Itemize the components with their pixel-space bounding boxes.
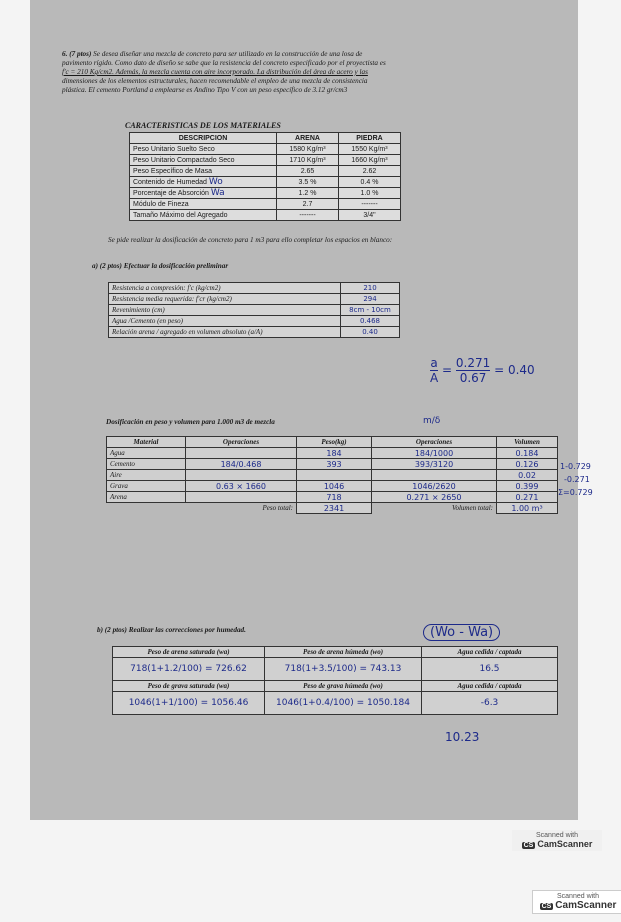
vol-cell: 0.126	[497, 459, 558, 470]
table-row	[107, 459, 558, 470]
table-row	[113, 692, 558, 715]
table-header-row	[107, 437, 558, 448]
row-label: Resistencia a compresión: f'c (kg/cm2)	[109, 283, 341, 294]
ratio-result: = 0.40	[494, 363, 535, 377]
a-over-A	[430, 356, 438, 385]
arena-cell: 2.65	[277, 166, 339, 177]
header-cell: Material	[107, 437, 186, 448]
arena-cell: 1710 Kg/m³	[277, 155, 339, 166]
part-a-table	[108, 282, 400, 338]
problem-number: 6.	[62, 50, 68, 58]
op1-cell: 0.63 × 1660	[186, 481, 297, 492]
stamp-brand-row	[514, 839, 600, 849]
vol-cell: 0.271	[497, 492, 558, 503]
desc-cell: Peso Unitario Compactado Seco	[130, 155, 277, 166]
part-a-label: a) (2 ptos) Efectuar la dosificación preliminar	[92, 262, 229, 270]
op2-cell: 1046/2620	[372, 481, 497, 492]
piedra-cell: 2.62	[339, 166, 401, 177]
material-cell: Arena	[107, 492, 186, 503]
material-cell: Agua	[107, 448, 186, 459]
ratio-a: a	[430, 356, 438, 370]
vol-total-label: Volumen total:	[451, 503, 493, 512]
table-row	[107, 492, 558, 503]
material-cell: Aire	[107, 470, 186, 481]
camscanner-stamp-outer	[532, 890, 621, 914]
peso-cell: 184	[297, 448, 372, 459]
table-row	[130, 166, 401, 177]
material-cell: Cemento	[107, 459, 186, 470]
m-over-delta-note: m/δ	[423, 416, 441, 426]
row-label: Revenimiento (cm)	[109, 305, 341, 316]
vol-cell: 0.184	[497, 448, 558, 459]
header-cell: PIEDRA	[339, 133, 401, 144]
header-cell: Volumen	[497, 437, 558, 448]
correction-table	[112, 646, 558, 715]
desc-cell	[130, 177, 277, 188]
peso-cell: 393	[297, 459, 372, 470]
ratio-note: $\frac{a}{A}$ = $\frac{0.271}{0.67}$ = 0.40	[430, 356, 535, 385]
wa-symbol: Wa	[210, 187, 225, 198]
table-row	[109, 327, 400, 338]
table-row	[130, 155, 401, 166]
peso-cell: 718	[297, 492, 372, 503]
row-value: 210	[341, 283, 400, 294]
row-label: Agua /Cemento (en peso)	[109, 316, 341, 327]
wo-minus-wa-note: (Wo - Wa)	[423, 624, 500, 641]
ratio-values	[456, 356, 490, 385]
header-cell: ARENA	[277, 133, 339, 144]
statement-line: Se desea diseñar una mezcla de concreto para ser utilizado en la construcción de una losa de	[93, 50, 363, 58]
op2-cell: 184/1000	[372, 448, 497, 459]
header-cell: Peso de arena saturada (wa)	[113, 647, 265, 658]
material-cell: Grava	[107, 481, 186, 492]
desc-cell: Tamaño Máximo del Agregado	[130, 210, 277, 221]
dosificacion-table	[106, 436, 558, 514]
grava-humeda-value: 1046(1+0.4/100) = 1050.184	[265, 692, 422, 715]
table-row	[130, 144, 401, 155]
water-total-note: 10.23	[445, 730, 480, 744]
arena-cell: 1.2 %	[277, 188, 339, 199]
camscanner-stamp-inner	[512, 830, 602, 851]
op1-cell	[186, 448, 297, 459]
side-note: 1-0.729	[560, 462, 591, 471]
materials-table	[129, 132, 401, 221]
arena-cell: 1580 Kg/m³	[277, 144, 339, 155]
arena-saturada-value: 718(1+1.2/100) = 726.62	[113, 658, 265, 681]
piedra-cell: 1550 Kg/m³	[339, 144, 401, 155]
row-value: 294	[341, 294, 400, 305]
table-row	[130, 210, 401, 221]
header-cell: Peso(kg)	[297, 437, 372, 448]
statement-line: dimensiones de los elementos estructurales, hacen recomendable el empleo de una mezcla de consistencia	[62, 77, 368, 85]
stamp-line: Scanned with	[556, 893, 600, 900]
table-row	[130, 188, 401, 199]
header-cell: Peso de arena húmeda (wo)	[265, 647, 422, 658]
piedra-cell: -------	[339, 199, 401, 210]
stamp-brand-row	[535, 900, 621, 911]
vol-cell: 0.02	[497, 470, 558, 481]
op1-cell	[186, 470, 297, 481]
stamp-brand: CamScanner	[555, 900, 617, 911]
camscanner-logo-icon: CS	[523, 842, 534, 849]
arena-humeda-value: 718(1+3.5/100) = 743.13	[265, 658, 422, 681]
part-b-label: b) (2 ptos) Realizar las correcciones por humedad.	[97, 626, 246, 634]
table-row	[109, 305, 400, 316]
stamp-line: Scanned with	[535, 832, 579, 839]
op2-cell: 393/3120	[372, 459, 497, 470]
table-row	[130, 199, 401, 210]
ratio-den: 0.67	[459, 371, 487, 385]
stamp-brand: CamScanner	[537, 839, 593, 849]
row-value: 8cm - 10cm	[341, 305, 400, 316]
header-cell: Agua cedida / captada	[422, 681, 558, 692]
table-header-row	[130, 133, 401, 144]
ratio-A: A	[430, 371, 439, 385]
desc-cell: Peso Específico de Masa	[130, 166, 277, 177]
header-cell: Operaciones	[186, 437, 297, 448]
statement-line: plástica. El cemento Portland a emplearse es Andino Tipo V con un peso específico de 3.12 gr/cm3	[62, 86, 348, 94]
desc-text: Porcentaje de Absorción	[133, 189, 209, 197]
row-value: 0.468	[341, 316, 400, 327]
camscanner-logo-icon: CS	[541, 903, 552, 910]
header-cell: Agua cedida / captada	[422, 647, 558, 658]
op2-cell	[372, 470, 497, 481]
vol-cell: 0.399	[497, 481, 558, 492]
statement-line: pavimento rígido. Como dato de diseño se sabe que la resistencia del concreto especificado por el proyectista es	[62, 59, 386, 67]
statement-line: f'c = 210 Kg/cm2. Además, la mezcla cuenta con aire incorporado. La distribución del área de acero y las	[62, 68, 368, 76]
table-row	[107, 481, 558, 492]
header-cell: Peso de grava saturada (wa)	[113, 681, 265, 692]
peso-cell: 1046	[297, 481, 372, 492]
dosificacion-title: Dosificación en peso y volumen para 1.000 m3 de mezcla	[106, 418, 275, 426]
peso-cell	[297, 470, 372, 481]
problem-statement	[62, 50, 542, 95]
header-cell: DESCRIPCION	[130, 133, 277, 144]
row-label: Resistencia media requerida: f'cr (kg/cm2)	[109, 294, 341, 305]
desc-text: Contenido de Humedad	[133, 178, 207, 186]
desc-cell	[130, 188, 277, 199]
piedra-cell: 1660 Kg/m³	[339, 155, 401, 166]
agua-arena-value: 16.5	[422, 658, 558, 681]
op2-cell: 0.271 × 2650	[372, 492, 497, 503]
desc-cell: Peso Unitario Suelto Seco	[130, 144, 277, 155]
table-row	[130, 177, 401, 188]
arena-cell: 3.5 %	[277, 177, 339, 188]
ratio-num: 0.271	[455, 356, 491, 370]
side-note: -0.271	[564, 475, 590, 484]
table-row	[109, 283, 400, 294]
arena-cell: -------	[277, 210, 339, 221]
vol-total-value: 1.00 m³	[497, 503, 558, 514]
piedra-cell: 1.0 %	[339, 188, 401, 199]
op1-cell: 184/0.468	[186, 459, 297, 470]
table-header-row	[113, 647, 558, 658]
side-note: Σ=0.729	[558, 488, 593, 497]
totals-row	[107, 503, 558, 514]
header-cell: Operaciones	[372, 437, 497, 448]
table-row	[109, 316, 400, 327]
materials-title: CARACTERISTICAS DE LOS MATERIALES	[125, 121, 281, 130]
peso-total-value: 2341	[297, 503, 372, 514]
row-value: 0.40	[341, 327, 400, 338]
table-header-row	[113, 681, 558, 692]
desc-cell: Módulo de Fineza	[130, 199, 277, 210]
wo-symbol: Wo	[208, 176, 223, 187]
table-row	[107, 448, 558, 459]
agua-grava-value: -6.3	[422, 692, 558, 715]
table-row	[109, 294, 400, 305]
arena-cell: 2.7	[277, 199, 339, 210]
piedra-cell: 0.4 %	[339, 177, 401, 188]
row-label: Relación arena / agregado en volumen absoluto (a/A)	[109, 327, 341, 338]
instruction-text: Se pide realizar la dosificación de concreto para 1 m3 para ello completar los espacios en blanco:	[108, 236, 393, 244]
op1-cell	[186, 492, 297, 503]
peso-total-label: Peso total:	[262, 503, 293, 512]
header-cell: Peso de grava húmeda (wo)	[265, 681, 422, 692]
table-row	[113, 658, 558, 681]
grava-saturada-value: 1046(1+1/100) = 1056.46	[113, 692, 265, 715]
problem-points: (7 ptos)	[69, 50, 92, 58]
piedra-cell: 3/4"	[339, 210, 401, 221]
table-row	[107, 470, 558, 481]
